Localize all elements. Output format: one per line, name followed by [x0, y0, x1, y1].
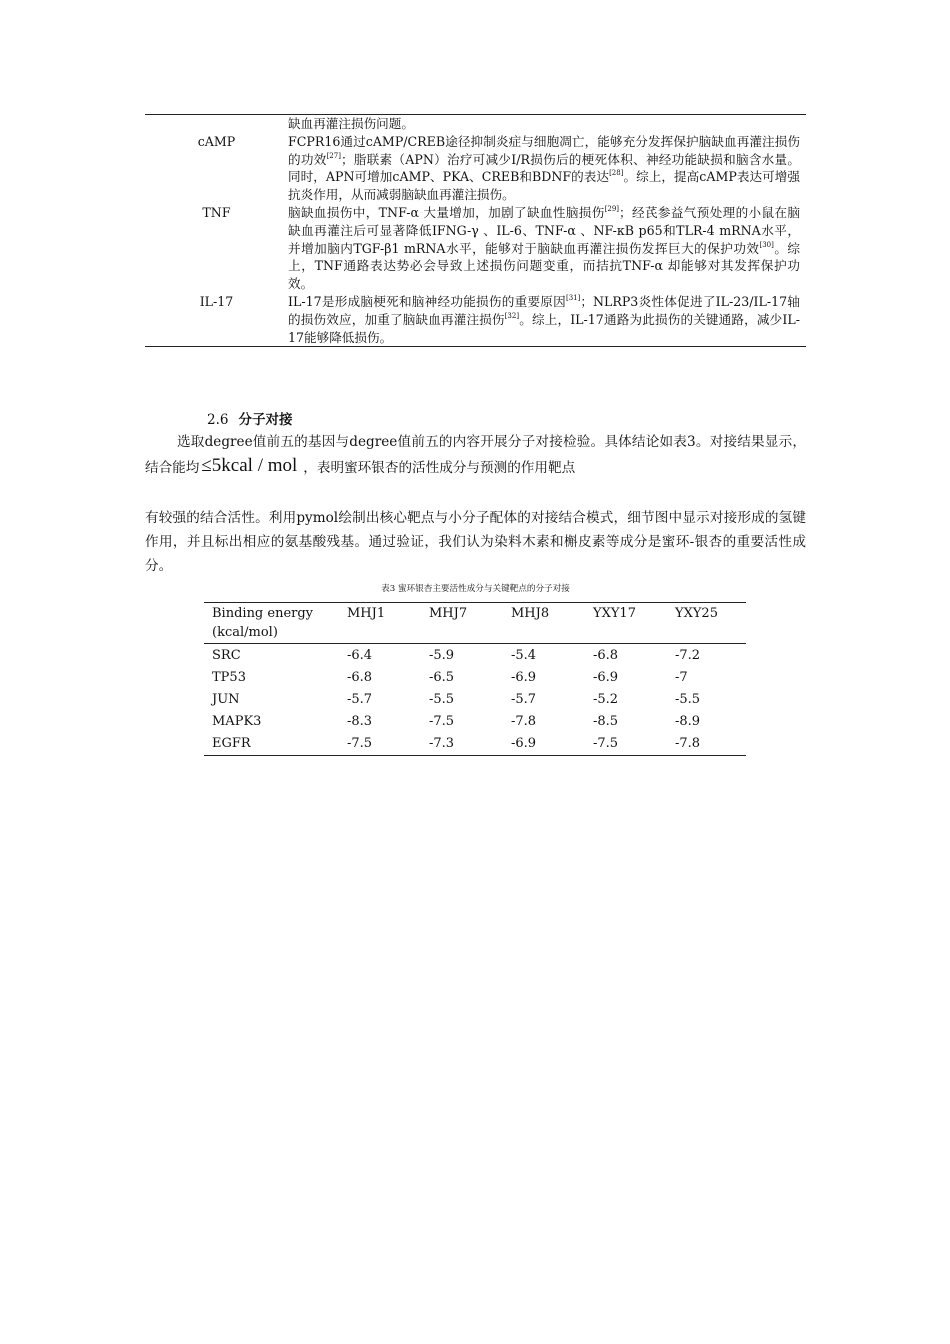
table-cell: -5.5	[675, 692, 701, 708]
table-cell: -6.8	[347, 670, 373, 686]
table-cell: -6.9	[511, 670, 537, 686]
column-header: MHJ1	[347, 606, 386, 621]
column-header: YXY17	[593, 606, 636, 621]
column-header: MHJ7	[429, 606, 468, 621]
column-header: MHJ8	[511, 606, 550, 621]
pathway-description: 缺血再灌注损伤问题。	[288, 116, 414, 131]
citation-ref: [27]	[326, 151, 341, 160]
body-paragraph-continued	[145, 506, 806, 578]
pathway-description: FCPR16通过cAMP/CREB途径抑制炎症与细胞凋亡，能够充分发挥保护脑缺血再灌注损伤的功效[27]；脂联素（APN）治疗可减少I/R损伤后的梗死体积、神经功能缺损和脑含水量。同时，APN可增加cAMP、PKA、CREB和BDNF的表达[28]。综上，提高cAMP表达可增强抗炎作用，从而减弱脑缺血再灌注损伤。	[288, 133, 800, 203]
table-row	[204, 667, 746, 689]
pathway-description: 脑缺血损伤中，TNF-α 大量增加，加剧了缺血性脑损伤[29]；经芪参益气预处理的小鼠在脑缺血再灌注后可显著降低IFNG-γ 、IL-6、TNF-α 、NF-κB p65和TLR-4 mRNA水平，并增加脑内TGF-β1 mRNA水平，能够对于脑缺血再灌注损伤发挥巨大的保护功效[30]。综上，TNF通路表达势必会导致上述损伤问题变重，而拮抗TNF-α 却能够对其发挥保护功效。	[288, 204, 801, 292]
table-cell: -7.5	[347, 736, 373, 752]
pathway-row-tnf	[145, 204, 806, 293]
section-heading	[207, 410, 292, 430]
table-row	[204, 644, 746, 668]
section-number: 2.6	[207, 412, 229, 428]
header-binding-energy: Binding energy (kcal/mol)	[212, 606, 314, 640]
table-cell: -6.9	[511, 736, 537, 752]
table-cell: -7.5	[593, 736, 619, 752]
table-header-row	[204, 603, 746, 644]
table-cell: -8.3	[347, 714, 373, 730]
column-header: YXY25	[675, 606, 718, 621]
pathway-name: cAMP	[197, 133, 236, 149]
target-name: JUN	[212, 692, 240, 708]
table-cell: -7.8	[675, 736, 701, 752]
table-cell: -6.4	[347, 648, 373, 663]
docking-table	[204, 602, 746, 756]
table-cell: -5.7	[347, 692, 373, 708]
pathway-row-camp	[145, 133, 806, 204]
section-title: 分子对接	[238, 412, 293, 428]
citation-ref: [30]	[759, 240, 774, 249]
table-cell: -6.5	[429, 670, 455, 686]
table-cell: -7.3	[429, 736, 455, 752]
table-cell: -7.5	[429, 714, 455, 730]
table-caption: 表3 蜜环银杏主要活性成分与关键靶点的分子对接	[381, 584, 570, 594]
pathway-row	[145, 115, 806, 133]
binding-energy-formula: ≤5kcal / mol	[201, 455, 298, 476]
table-cell: -7.2	[675, 648, 701, 663]
table-cell: -5.4	[511, 648, 537, 663]
body-paragraph	[145, 430, 806, 480]
table-cell: -6.8	[593, 648, 619, 663]
paragraph-text: 选取degree值前五的基因与degree值前五的内容开展分子对接检验。具体结论如表3。对接结果显示，结合能均	[145, 434, 806, 476]
citation-ref: [32]	[504, 311, 520, 320]
table-cell: -7.8	[511, 714, 537, 730]
table-row	[204, 733, 746, 756]
pathway-name: IL-17	[199, 293, 234, 309]
table-row	[204, 711, 746, 733]
paragraph-text: ，表明蜜环银杏的活性成分与预测的作用靶点	[303, 460, 576, 476]
pathway-name	[145, 115, 288, 133]
pathway-name: TNF	[202, 204, 231, 220]
table-row	[204, 689, 746, 711]
table-cell: -5.7	[511, 692, 537, 708]
table-cell: -7	[675, 670, 688, 686]
target-name: MAPK3	[212, 714, 262, 730]
citation-ref: [28]	[609, 169, 624, 178]
paragraph-text: 有较强的结合活性。利用pymol绘制出核心靶点与小分子配体的对接结合模式，细节图中显示对接形成的氢键作用，并且标出相应的氨基酸残基。通过验证，我们认为染料木素和槲皮素等成分是蜜环-银杏的重要活性成分。	[145, 510, 806, 574]
target-name: EGFR	[212, 736, 251, 752]
pathway-description: IL-17是形成脑梗死和脑神经功能损伤的重要原因[31]；NLRP3炎性体促进了IL-23/IL-17轴的损伤效应，加重了脑缺血再灌注损伤[32]。综上，IL-17通路为此损伤的关键通路，减少IL-17能够降低损伤。	[288, 293, 801, 345]
pathway-row-il17	[145, 293, 806, 346]
citation-ref: [31]	[566, 293, 581, 302]
table-cell: -5.2	[593, 692, 619, 708]
table-cell: -5.5	[429, 692, 455, 708]
pathway-table	[145, 114, 806, 347]
target-name: TP53	[212, 670, 246, 686]
target-name: SRC	[212, 648, 241, 663]
table-cell: -8.9	[675, 714, 701, 730]
table-cell: -6.9	[593, 670, 619, 686]
table-cell: -5.9	[429, 648, 455, 663]
table-cell: -8.5	[593, 714, 619, 730]
citation-ref: [29]	[604, 204, 620, 213]
